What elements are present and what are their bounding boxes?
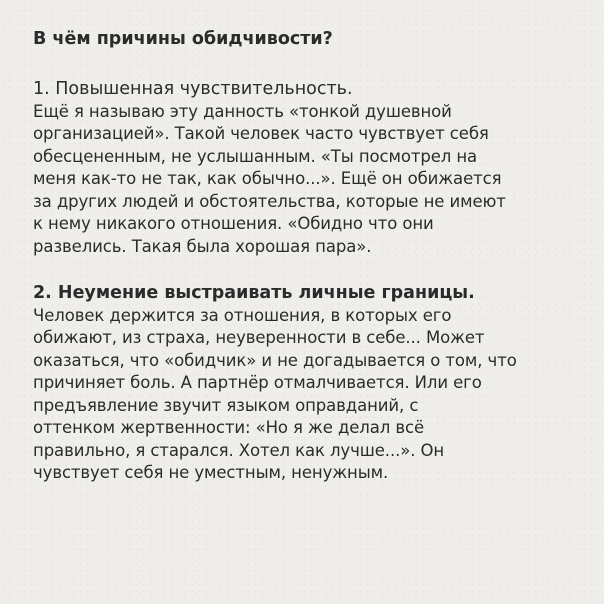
section-1-line: Ещё я называю эту данность «тонкой душевной [33, 101, 452, 121]
section-2-line: Человек держится за отношения, в которых его [33, 305, 452, 325]
section-1-line: организацией». Такой человек часто чувствует себя [33, 124, 489, 143]
section-1-line: за других людей и обстоятельства, которые не имеют [33, 191, 506, 211]
section-2 [33, 282, 578, 485]
section-1-line: к нему никакого отношения. «Обидно что они [33, 214, 434, 233]
section-2-line: обижают, из страха, неуверенности в себе... Может [33, 328, 485, 347]
section-1-heading: 1. Повышенная чувствительность. [33, 79, 353, 99]
section-2-line: оттенком жертвенности: «Но я же делал всё [33, 418, 424, 437]
article-card [33, 28, 578, 509]
section-2-line: предъявление звучит языком оправданий, с [33, 395, 419, 415]
section-2-line: оказаться, что «обидчик» и не догадывается о том, что [33, 350, 517, 370]
section-2-heading: 2. Неумение выстраивать личные границы. [33, 283, 475, 303]
section-1-line: обесцененным, не услышанным. «Ты посмотрел на [33, 146, 478, 166]
section-1 [33, 78, 578, 258]
section-1-line: меня как-то не так, как обычно...». Ещё он обижается [33, 169, 502, 188]
section-2-line: правильно, я старался. Хотел как лучше...». Он [33, 440, 445, 460]
page-title: В чём причины обидчивости? [33, 29, 333, 49]
section-2-line: причиняет боль. А партнёр отмалчивается. Или его [33, 373, 482, 392]
section-2-line: чувствует себя не уместным, ненужным. [33, 463, 389, 482]
section-1-line: развелись. Такая была хорошая пара». [33, 236, 372, 256]
